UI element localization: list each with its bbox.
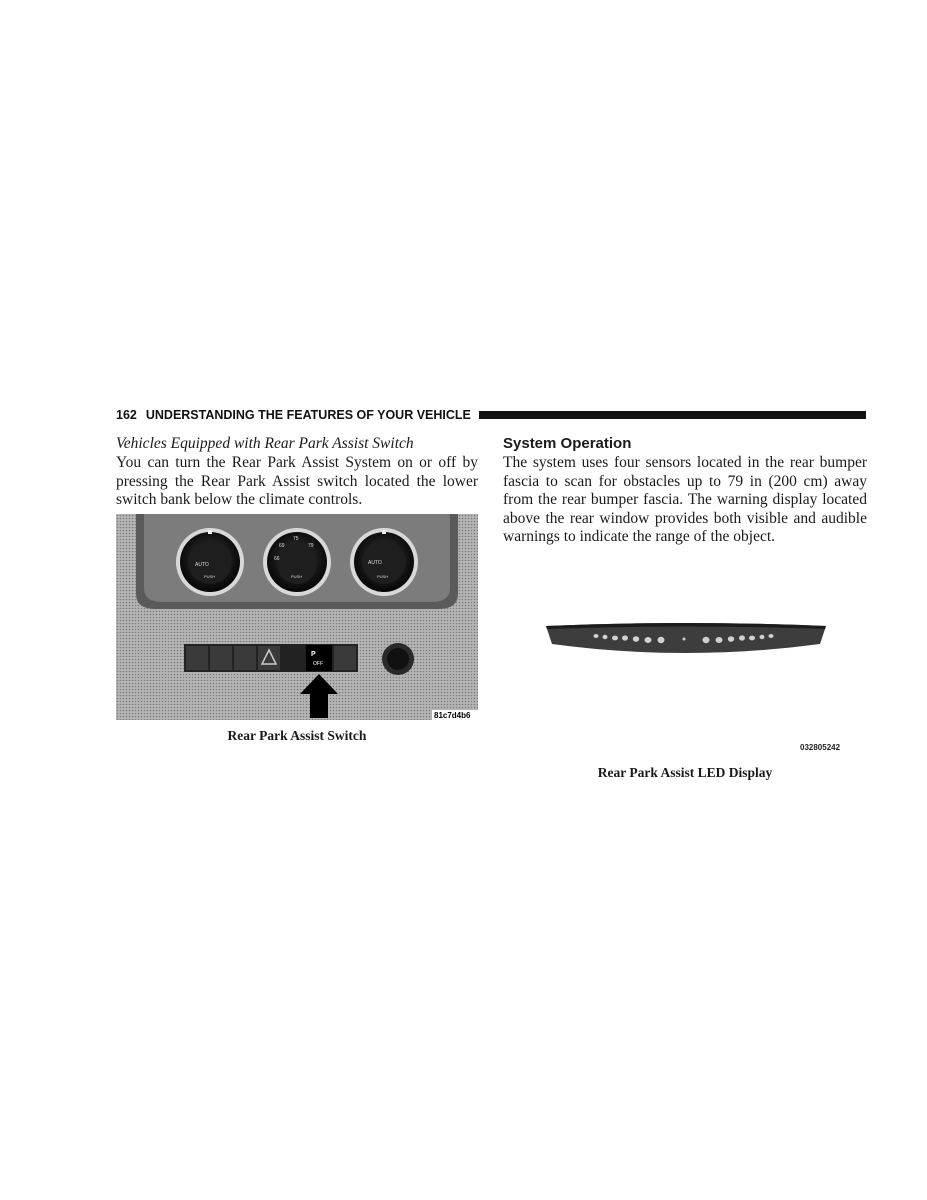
left-column: [116, 434, 478, 510]
left-paragraph: You can turn the Rear Park Assist System on or off by pressing the Rear Park Assist switch located the lower switch bank below the climate controls.: [116, 454, 478, 508]
system-operation-heading: System Operation: [503, 435, 632, 452]
knob2-push-label: PUSH: [291, 574, 303, 579]
knob2-temp-high: 75: [293, 536, 299, 542]
knob1-auto-label: AUTO: [195, 562, 209, 568]
header-title: UNDERSTANDING THE FEATURES OF YOUR VEHICLE: [145, 408, 471, 422]
knob1-push-label: PUSH: [204, 574, 216, 579]
page-number: 162: [116, 408, 137, 422]
park-assist-switch-label: P: [311, 651, 316, 658]
left-subheading: Vehicles Equipped with Rear Park Assist Switch: [116, 435, 414, 452]
right-paragraph: The system uses four sensors located in the rear bumper fascia to scan for obstacles up to 79 in (200 cm) away from the rear bumper fascia. The warning display located above the rear window provides both visible and audible warnings to indicate the range of the object.: [503, 454, 867, 545]
led-figure-caption: Rear Park Assist LED Display: [597, 765, 773, 780]
page-header: [116, 406, 866, 424]
led-display-figure: [540, 618, 830, 668]
knob2-temp-mid-right: 79: [308, 543, 314, 549]
right-column: [503, 434, 867, 547]
knob3-push-label: PUSH: [377, 574, 389, 579]
knob2-temp-mid-left: 69: [279, 543, 285, 549]
switch-figure-code: 81c7d4b6: [434, 711, 471, 720]
led-figure-code: 032805242: [800, 743, 841, 752]
header-rule: [479, 411, 866, 419]
knob3-auto-label: AUTO: [368, 560, 382, 566]
rear-park-assist-switch-figure: [116, 514, 478, 720]
switch-figure-caption: Rear Park Assist Switch: [227, 728, 367, 743]
park-assist-switch-off-label: OFF: [313, 661, 323, 667]
knob2-temp-low: 66: [274, 556, 280, 562]
park-assist-switch: [306, 645, 332, 671]
